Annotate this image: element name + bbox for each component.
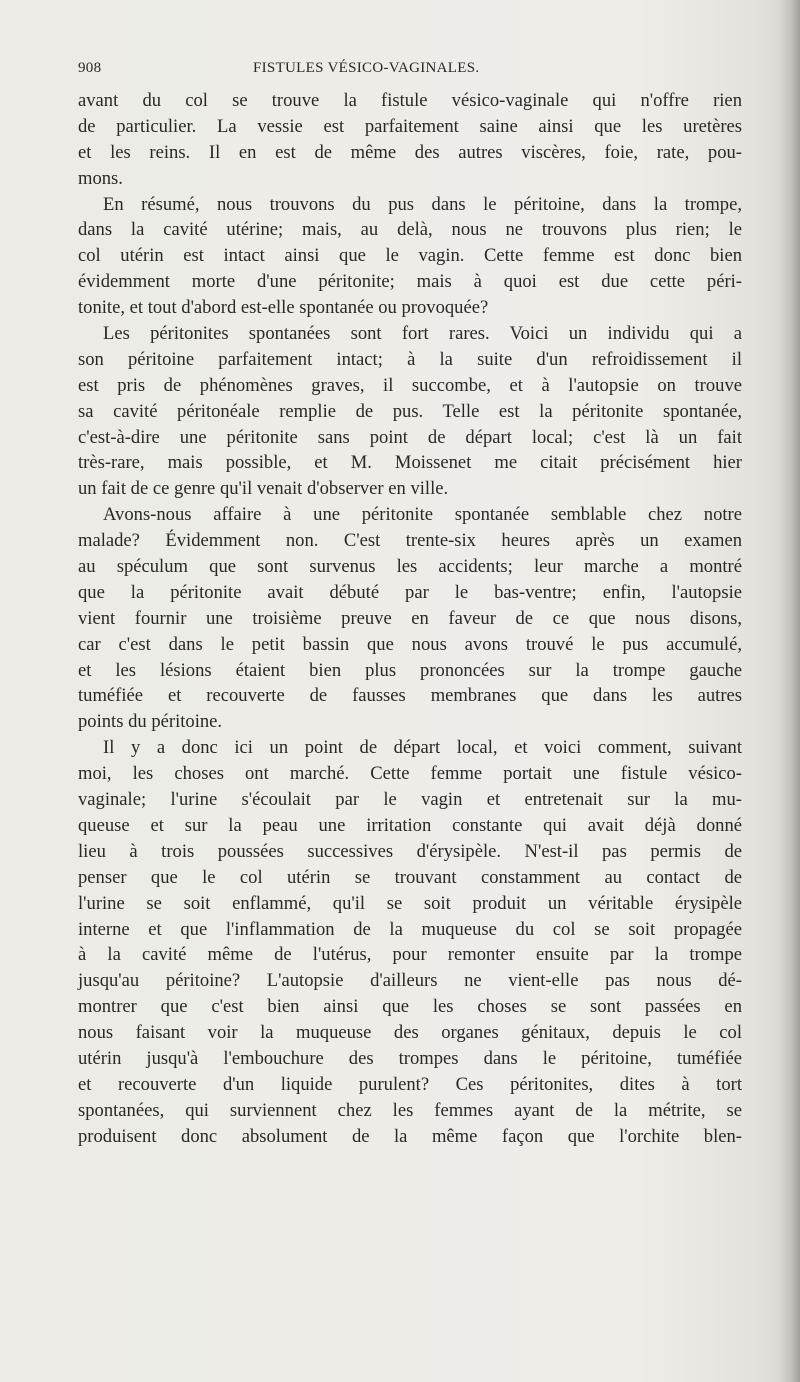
text-line: col utérin est intact ainsi que le vagin. Cette femme est donc bien: [78, 245, 742, 267]
text-line: au spéculum que sont survenus les accidents; leur marche a montré: [78, 556, 742, 578]
text-line: très-rare, mais possible, et M. Moissenet me citait précisément hier: [78, 452, 742, 474]
text-line: penser que le col utérin se trouvant constamment au contact de: [78, 866, 742, 888]
page-number: 908: [78, 60, 102, 76]
text-line: moi, les choses ont marché. Cette femme portait une fistule vésico-: [78, 763, 742, 785]
text-line: c'est-à-dire une péritonite sans point de départ local; c'est là un fait: [78, 426, 742, 448]
text-line: à la cavité même de l'utérus, pour remonter ensuite par la trompe: [78, 944, 742, 966]
text-line: et les reins. Il en est de même des autres viscères, foie, rate, pou-: [78, 141, 742, 163]
text-line: montrer que c'est bien ainsi que les choses se sont passées en: [78, 996, 742, 1018]
text-line: sa cavité péritonéale remplie de pus. Telle est la péritonite spontanée,: [78, 400, 742, 422]
text-line: de particulier. La vessie est parfaitement saine ainsi que les uretères: [78, 115, 742, 137]
text-line: mons.: [78, 167, 123, 189]
text-line: spontanées, qui surviennent chez les femmes ayant de la métrite, se: [78, 1099, 742, 1121]
body-text: [78, 88, 742, 1150]
text-line: l'urine se soit enflammé, qu'il se soit produit un véritable érysipèle: [78, 892, 742, 914]
text-line: est pris de phénomènes graves, il succombe, et à l'autopsie on trouve: [78, 374, 742, 396]
text-line: dans la cavité utérine; mais, au delà, nous ne trouvons plus rien; le: [78, 219, 742, 241]
text-line: évidemment morte d'une péritonite; mais à quoi est due cette péri-: [78, 271, 742, 293]
text-line: que la péritonite avait débuté par le bas-ventre; enfin, l'autopsie: [78, 581, 742, 603]
page-edge-shadow: [778, 0, 800, 1382]
text-line: son péritoine parfaitement intact; à la suite d'un refroidissement il: [78, 348, 742, 370]
text-line: vaginale; l'urine s'écoulait par le vagin et entretenait sur la mu-: [78, 789, 742, 811]
text-line: car c'est dans le petit bassin que nous avons trouvé le pus accumulé,: [78, 633, 742, 655]
text-line: malade? Évidemment non. C'est trente-six heures après un examen: [78, 530, 742, 552]
text-line: points du péritoine.: [78, 711, 223, 733]
text-line: vient fournir une troisième preuve en faveur de ce que nous disons,: [78, 607, 742, 629]
text-line: avant du col se trouve la fistule vésico-vaginale qui n'offre rien: [78, 90, 742, 111]
text-line: et recouverte d'un liquide purulent? Ces péritonites, dites à tort: [78, 1073, 742, 1095]
running-header: [78, 60, 738, 84]
text-line: Avons-nous affaire à une péritonite spontanée semblable chez notre: [103, 504, 742, 526]
text-line: produisent donc absolument de la même façon que l'orchite blen-: [78, 1125, 742, 1147]
text-line: un fait de ce genre qu'il venait d'observer en ville.: [78, 478, 449, 500]
text-line: queuse et sur la peau une irritation constante qui avait déjà donné: [78, 814, 742, 836]
text-line: tuméfiée et recouverte de fausses membranes que dans les autres: [78, 685, 742, 707]
text-line: utérin jusqu'à l'embouchure des trompes dans le péritoine, tuméfiée: [78, 1047, 742, 1069]
text-line: jusqu'au péritoine? L'autopsie d'ailleurs ne vient-elle pas nous dé-: [78, 970, 742, 992]
text-line: En résumé, nous trouvons du pus dans le péritoine, dans la trompe,: [103, 193, 742, 215]
text-line: tonite, et tout d'abord est-elle spontanée ou provoquée?: [78, 297, 489, 319]
text-line: Il y a donc ici un point de départ local, et voici comment, suivant: [103, 737, 742, 759]
text-line: Les péritonites spontanées sont fort rares. Voici un individu qui a: [103, 323, 742, 345]
text-line: interne et que l'inflammation de la muqueuse du col se soit propagée: [78, 918, 742, 940]
text-line: nous faisant voir la muqueuse des organes génitaux, depuis le col: [78, 1022, 742, 1044]
text-line: lieu à trois poussées successives d'érysipèle. N'est-il pas permis de: [78, 840, 742, 862]
text-line: et les lésions étaient bien plus prononcées sur la trompe gauche: [78, 659, 742, 681]
running-title: FISTULES VÉSICO-VAGINALES.: [253, 60, 480, 76]
